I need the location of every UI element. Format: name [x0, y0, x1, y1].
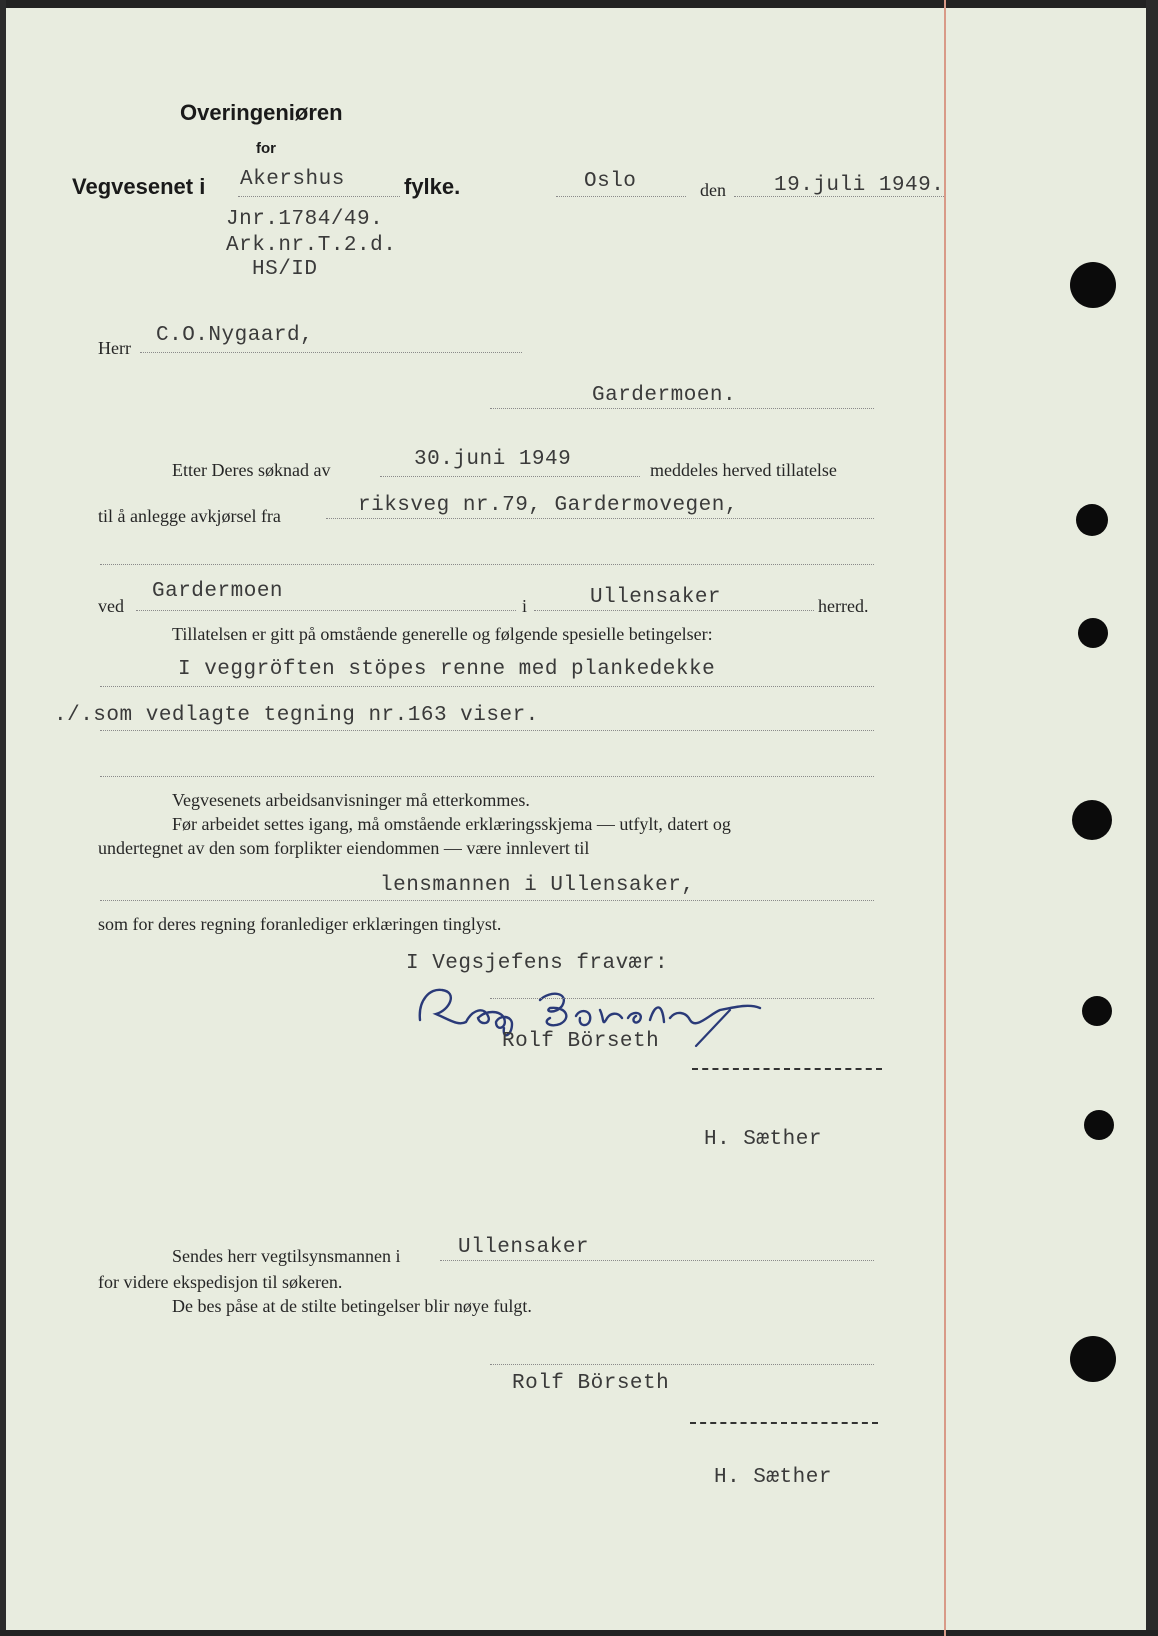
forwarding-dotted-line: [440, 1260, 874, 1261]
punch-hole-icon: [1078, 618, 1108, 648]
instruction-1: Vegvesenets arbeidsanvisninger må etterkommes.: [172, 790, 530, 810]
forwarding-line-1: Sendes herr vegtilsynsmannen i: [172, 1246, 401, 1266]
margin-line: [944, 0, 946, 1636]
condition-dotted-line-2: [100, 730, 874, 731]
instruction-4: som for deres regning foranlediger erklæringen tinglyst.: [98, 914, 502, 934]
for-label: for: [256, 140, 276, 157]
countersign-dash-2: [690, 1422, 878, 1424]
countersign-1: H. Sæther: [704, 1128, 822, 1151]
deliver-dotted-line: [100, 900, 874, 901]
municipality-dotted-line: [534, 610, 814, 611]
ved-label: ved: [98, 596, 124, 616]
municipality-value: Ullensaker: [590, 586, 722, 609]
date-dotted-line: [734, 196, 944, 197]
place-value: Oslo: [584, 170, 637, 193]
instruction-3: undertegnet av den som forplikter eiendommen — være innlevert til: [98, 838, 590, 858]
road-value: riksveg nr.79, Gardermovegen,: [358, 494, 738, 517]
signature-dotted-line: [490, 998, 874, 999]
countersign-dash-1: [692, 1068, 882, 1070]
deliver-to: lensmannen i Ullensaker,: [380, 874, 695, 897]
county-suffix: fylke.: [404, 174, 461, 199]
condition-line-2: ./.som vedlagte tegning nr.163 viser.: [54, 704, 539, 727]
absence-line: I Vegsjefens fravær:: [406, 952, 669, 975]
forwarding-line-3: De bes påse at de stilte betingelser blir nøye fulgt.: [172, 1296, 532, 1316]
scan-edge-top: [0, 0, 1158, 8]
application-date: 30.juni 1949: [414, 448, 572, 471]
countersign-2: H. Sæther: [714, 1466, 832, 1489]
scan-edge-right: [1146, 0, 1158, 1636]
application-line-pre: Etter Deres søknad av: [172, 460, 331, 480]
initials: HS/ID: [252, 258, 318, 281]
recipient-name: C.O.Nygaard,: [156, 324, 314, 347]
punch-hole-icon: [1076, 504, 1108, 536]
signature2-dotted-line: [490, 1364, 874, 1365]
punch-hole-icon: [1072, 800, 1112, 840]
scan-edge-left: [0, 0, 6, 1636]
forwarding-district: Ullensaker: [458, 1236, 590, 1259]
instruction-2: Før arbeidet settes igang, må omstående erklæringsskjema — utfylt, datert og: [172, 814, 731, 834]
punch-hole-icon: [1070, 1336, 1116, 1382]
county-value: Akershus: [240, 168, 345, 191]
condition-line-1: I veggröften stöpes renne med plankedekke: [178, 658, 716, 681]
archive-number: Ark.nr.T.2.d.: [226, 234, 397, 257]
condition-dotted-line-3: [100, 776, 874, 777]
journal-number: Jnr.1784/49.: [226, 208, 384, 231]
scan-edge-bottom: [0, 1630, 1158, 1636]
application-line-post: meddeles herved tillatelse: [650, 460, 837, 480]
location-dotted-line: [490, 408, 874, 409]
place-ved-dotted-line: [136, 610, 516, 611]
exit-line-pre: til å anlegge avkjørsel fra: [98, 506, 281, 526]
punch-hole-icon: [1084, 1110, 1114, 1140]
typed-name-1: Rolf Börseth: [502, 1030, 660, 1053]
typed-name-2: Rolf Börseth: [512, 1372, 670, 1395]
place-dotted-line: [556, 196, 686, 197]
den-label: den: [700, 180, 726, 200]
recipient-dotted-line: [140, 352, 522, 353]
office-title: Overingeniøren: [180, 100, 343, 125]
blank-dotted-line: [100, 564, 874, 565]
salutation: Herr: [98, 338, 131, 358]
recipient-location: Gardermoen.: [592, 384, 737, 407]
punch-hole-icon: [1082, 996, 1112, 1026]
herred-label: herred.: [818, 596, 869, 616]
i-label: i: [522, 596, 528, 616]
department-label: Vegvesenet i: [72, 174, 206, 199]
application-dotted-line: [380, 476, 640, 477]
punch-hole-icon: [1070, 262, 1116, 308]
place-ved: Gardermoen: [152, 580, 284, 603]
county-dotted-line: [238, 196, 400, 197]
road-dotted-line: [326, 518, 874, 519]
forwarding-line-2: for videre ekspedisjon til søkeren.: [98, 1272, 343, 1292]
date-value: 19.juli 1949.: [774, 174, 945, 197]
conditions-intro: Tillatelsen er gitt på omstående generelle og følgende spesielle betingelser:: [172, 624, 713, 644]
condition-dotted-line-1: [100, 686, 874, 687]
